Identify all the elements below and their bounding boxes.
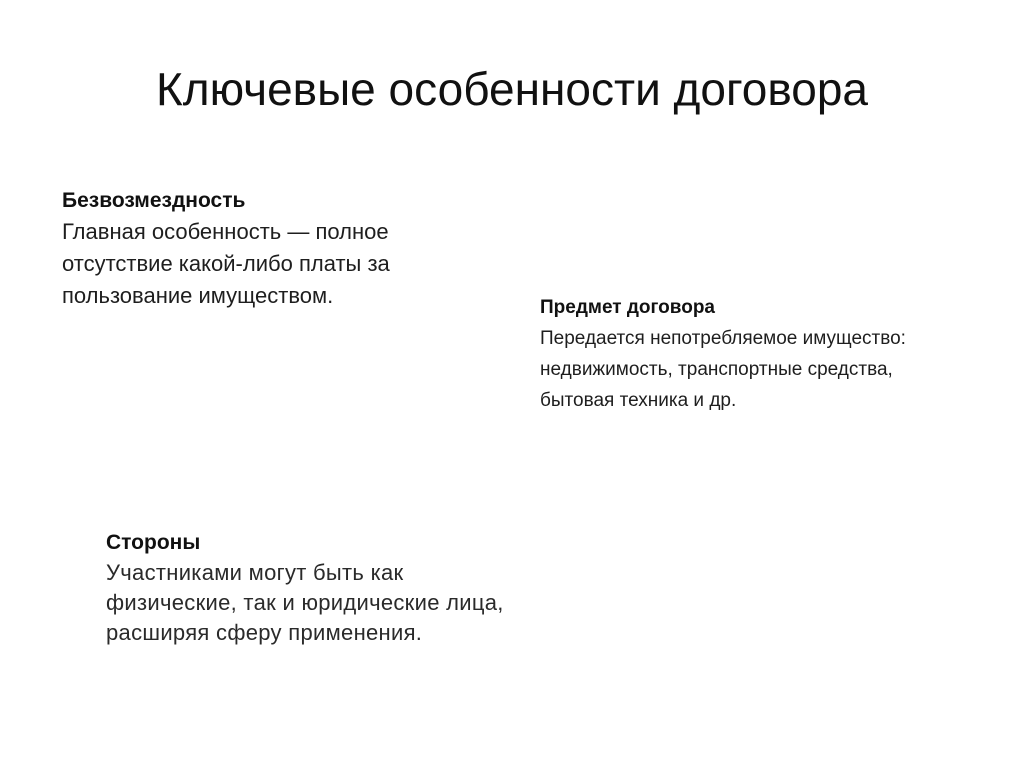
feature-block-gratuitousness [62, 186, 412, 312]
feature-text: Главная особенность — полное отсутствие какой-либо платы за пользование имуществом. [62, 219, 390, 308]
feature-text: Участниками могут быть как физические, так и юридические лица, расширяя сферу применения. [106, 560, 504, 645]
slide-title: Ключевые особенности договора [155, 63, 868, 115]
feature-block-parties [106, 528, 506, 648]
feature-block-contract-subject [540, 293, 930, 416]
feature-text: Передается непотребляемое имущество: недвижимость, транспортные средства, бытовая техника и др. [540, 328, 906, 411]
feature-heading: Безвозмездность [62, 189, 246, 212]
feature-heading: Предмет договора [540, 297, 715, 318]
feature-heading: Стороны [106, 531, 201, 554]
